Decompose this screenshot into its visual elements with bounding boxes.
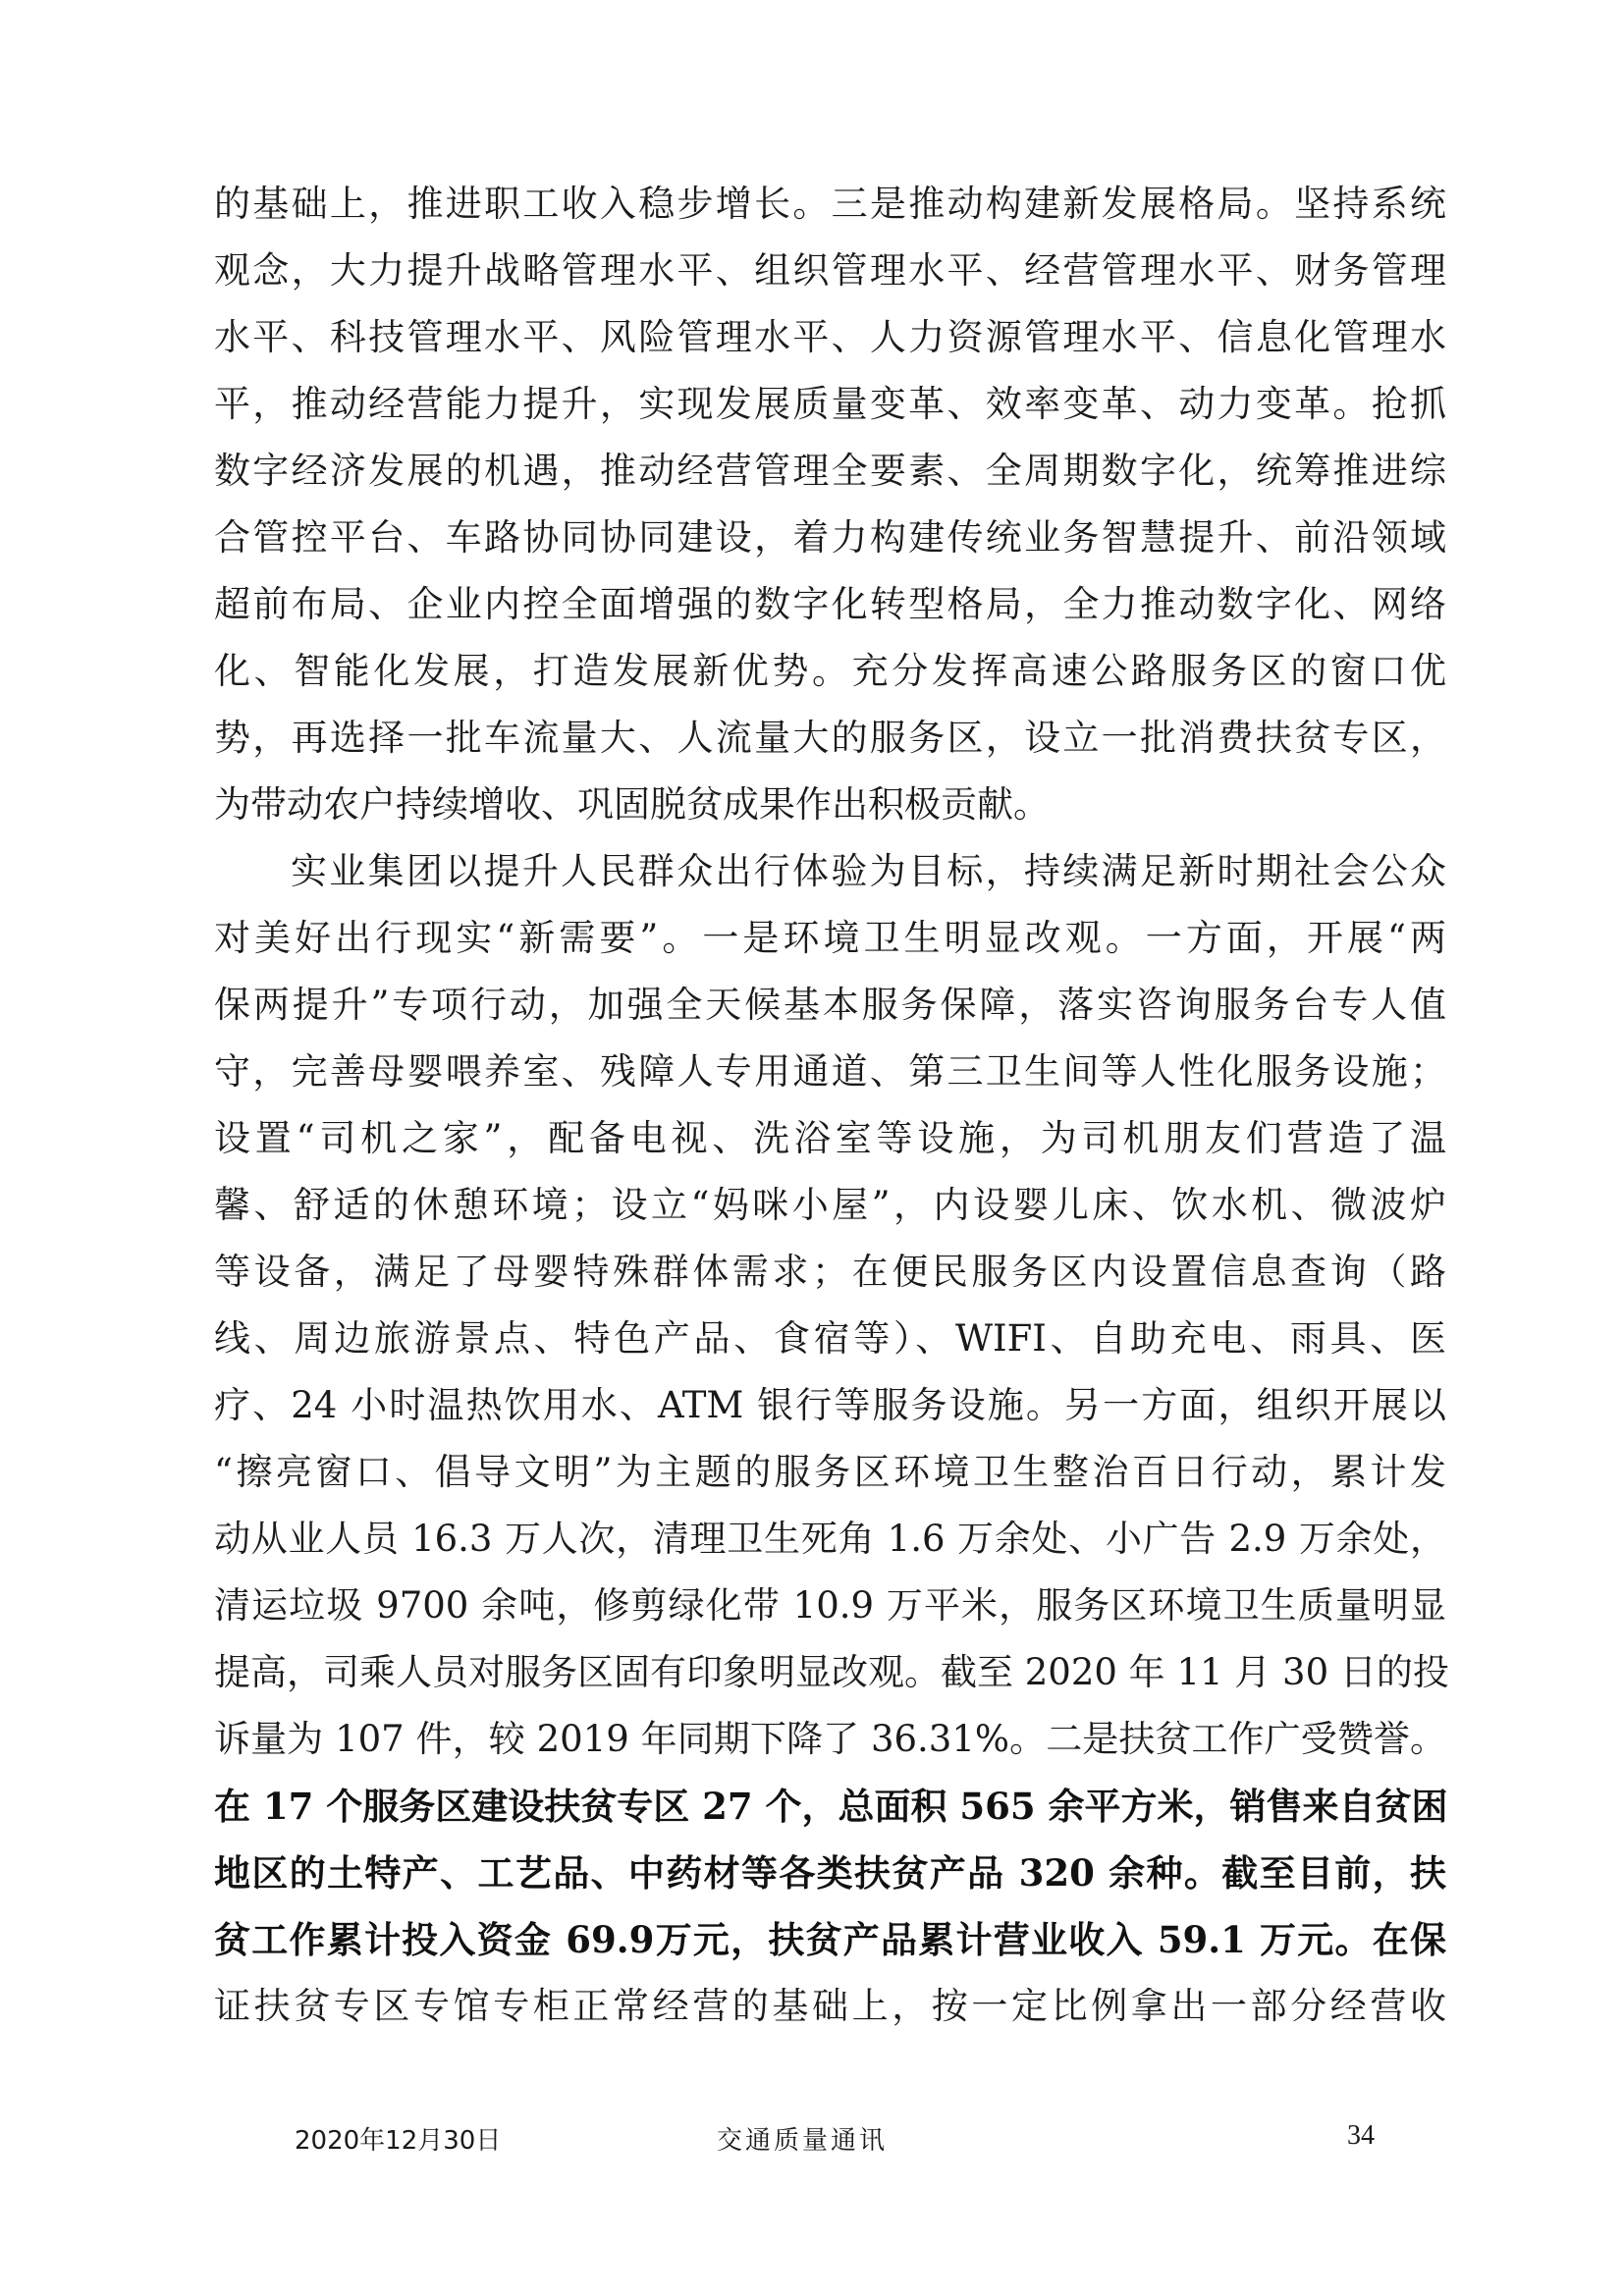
text-line: 提高，司乘人员对服务区固有印象明显改观。截至 2020 年 11 月 30 日的投: [214, 1651, 1449, 1693]
text-line: 势，再选择一批车流量大、人流量大的服务区，设立一批消费扶贫专区，: [214, 717, 1446, 759]
text-line: 动从业人员 16.3 万人次，清理卫生死角 1.6 万余处、小广告 2.9 万余处，: [214, 1518, 1446, 1560]
text-line: 超前布局、企业内控全面增强的数字化转型格局，全力推动数字化、网络: [214, 583, 1446, 625]
text-line: 诉量为 107 件，较 2019 年同期下降了 36.31%。二是扶贫工作广受赞誉。: [214, 1718, 1446, 1760]
text-line: 设置“司机之家”，配备电视、洗浴室等设施，为司机朋友们营造了温: [214, 1117, 1446, 1159]
text-line: 守，完善母婴喂养室、残障人专用通道、第三卫生间等人性化服务设施；: [214, 1050, 1446, 1093]
text-line: 疗、24 小时温热饮用水、ATM 银行等服务设施。另一方面，组织开展以: [214, 1384, 1446, 1426]
text-line: 线、周边旅游景点、特色产品、食宿等）、WIFI、自助充电、雨具、医: [214, 1317, 1446, 1360]
text-line: 对美好出行现实“新需要”。一是环境卫生明显改观。一方面，开展“两: [214, 917, 1446, 959]
footer-date: 2020年12月30日: [295, 2126, 502, 2156]
text-line: 证扶贫专区专馆专柜正常经营的基础上，按一定比例拿出一部分经营收: [214, 1985, 1446, 2027]
text-line: 在 17 个服务区建设扶贫专区 27 个，总面积 565 余平方米，销售来自贫困: [214, 1785, 1448, 1828]
page-footer: [0, 2120, 1623, 2160]
page-number: 34: [1347, 2120, 1375, 2151]
text-line: 平，推动经营能力提升，实现发展质量变革、效率变革、动力变革。抢抓: [214, 383, 1446, 425]
text-line: 数字经济发展的机遇，推动经营管理全要素、全周期数字化，统筹推进综: [214, 450, 1446, 492]
footer-publication-title: 交通质量通讯: [717, 2126, 889, 2156]
text-line: 地区的土特产、工艺品、中药材等各类扶贫产品 320 余种。截至目前，扶: [214, 1851, 1446, 1895]
text-line: 贫工作累计投入资金 69.9万元，扶贫产品累计营业收入 59.1 万元。在保: [214, 1918, 1446, 1961]
text-line: 保两提升”专项行动，加强全天候基本服务保障，落实咨询服务台专人值: [214, 984, 1446, 1026]
text-line: 等设备，满足了母婴特殊群体需求；在便民服务区内设置信息查询（路: [214, 1251, 1446, 1293]
text-line: 合管控平台、车路协同协同建设，着力构建传统业务智慧提升、前沿领域: [214, 516, 1446, 559]
text-line: 观念，大力提升战略管理水平、组织管理水平、经营管理水平、财务管理: [214, 249, 1446, 292]
text-line: 为带动农户持续增收、巩固脱贫成果作出积极贡献。: [214, 783, 1050, 826]
text-line: 水平、科技管理水平、风险管理水平、人力资源管理水平、信息化管理水: [214, 316, 1446, 358]
text-line: 馨、舒适的休憩环境；设立“妈咪小屋”，内设婴儿床、饮水机、微波炉: [214, 1184, 1446, 1226]
text-line: “擦亮窗口、倡导文明”为主题的服务区环境卫生整治百日行动，累计发: [214, 1451, 1446, 1493]
text-line: 实业集团以提升人民群众出行体验为目标，持续满足新时期社会公众: [291, 850, 1446, 892]
text-line: 化、智能化发展，打造发展新优势。充分发挥高速公路服务区的窗口优: [214, 650, 1446, 692]
text-line: 的基础上，推进职工收入稳步增长。三是推动构建新发展格局。坚持系统: [214, 183, 1446, 225]
text-line: 清运垃圾 9700 余吨，修剪绿化带 10.9 万平米，服务区环境卫生质量明显: [214, 1584, 1446, 1627]
